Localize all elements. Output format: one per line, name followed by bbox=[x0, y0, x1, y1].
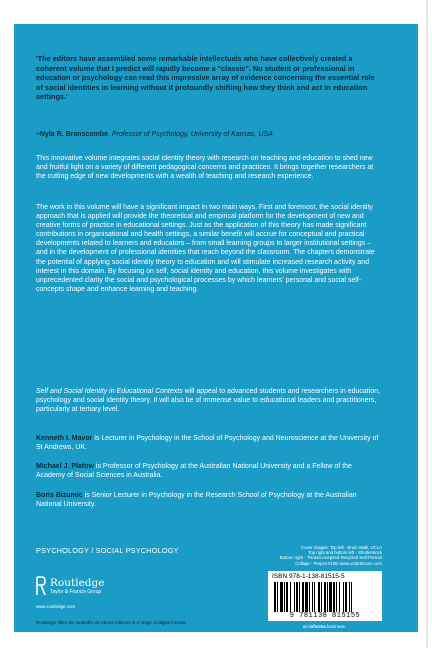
ebook-note: Routledge titles are available as eBook editions in a range of digital formats bbox=[36, 620, 187, 625]
publisher-name: Routledge bbox=[50, 577, 105, 589]
editor-bio-text: is Senior Lecturer in Psychology in the Research School of Psychology at the Australian National University. bbox=[36, 492, 357, 509]
editor-bio bbox=[36, 462, 381, 480]
routledge-r-icon bbox=[36, 576, 46, 596]
description-paragraph-3-text: will appeal to advanced students and researchers in education, psychology and social identity theory. It will also be of immense value to educational leaders and practitioners, particularly at tertiary level. bbox=[36, 388, 380, 414]
editor-name: Boris Bizumic bbox=[36, 492, 83, 499]
barcode-bar bbox=[336, 582, 337, 612]
barcode-bar bbox=[290, 582, 291, 612]
credit-line: Top right and bottom left - Shutterstock bbox=[308, 550, 382, 556]
barcode-bar bbox=[312, 582, 313, 612]
credit-line: Cover images: Top left - Bruin Walk, UCLA bbox=[301, 545, 382, 550]
barcode-bar bbox=[351, 582, 352, 612]
informa-suffix: business bbox=[325, 624, 345, 629]
informa-prefix: an bbox=[303, 624, 310, 629]
editor-name: Kenneth I. Mavor bbox=[36, 435, 93, 442]
endorsement-quote: 'The editors have assembled some remarkable intellectuals who have collectively created a coherent volume that I predict will rapidly become a "classic". No student or professional in education or psychology can read this impressive array of evidence concerning the essential role of social identities in learning without it profoundly shifting how they think and act in education settings.' bbox=[36, 54, 375, 102]
barcode-bar bbox=[327, 582, 328, 612]
subject-category: PSYCHOLOGY / SOCIAL PSYCHOLOGY bbox=[36, 546, 179, 555]
description-paragraph-2: The work in this volume will have a significant impact in two main ways. First and foremost, the social identity approach that is applied will provide the theoretical and empirical platform for the development of new and creative forms of practice in educational settings. Just as the application of this theory has made significant contributions in organisational and health settings, a similar benefit will accrue for conceptual and practical developments related to learners and educators – from small learning groups to larger institutional settings – and in the development of professional identities that reach beyond the classroom. The chapters demonstrate the potential of applying social identity theory to education and will stimulate increased research activity and interest in this domain. By focusing on self, social identity and education, this volume investigates with unprecedented clarity the social and psychological processes by which learners' personal and social self-concepts shape and enhance learning and teaching. bbox=[36, 204, 375, 293]
credit-line: Collage - Project #165' www.umbrtimone.com bbox=[295, 560, 382, 566]
barcode-bar bbox=[305, 582, 308, 612]
barcode-bar bbox=[274, 582, 276, 612]
publisher-website: www.routledge.com bbox=[36, 604, 76, 609]
editor-bio bbox=[36, 491, 381, 509]
endorser-role: , Professor of Psychology, University of Kansas, USA bbox=[107, 131, 273, 138]
barcode-bar bbox=[321, 582, 322, 612]
barcode-bar bbox=[333, 582, 335, 612]
description-paragraph-1: This innovative volume integrates social identity theory with research on teaching and education to shed new and fruitful light on a variety of different pedagogical concerns and practices. It brings together researchers at the cutting edge of new developments with a wealth of teaching and research experience. bbox=[36, 155, 374, 181]
barcode-graphic bbox=[274, 582, 376, 612]
description-paragraph-3 bbox=[36, 387, 381, 414]
barcode-digits: 9 781138 815155 bbox=[289, 612, 361, 620]
barcode-bar bbox=[296, 582, 298, 612]
endorser-name: –Nyla R. Branscombe bbox=[36, 131, 108, 138]
publisher-group: Taylor & Francis Group bbox=[50, 589, 102, 595]
barcode-bar bbox=[329, 582, 332, 612]
book-title: Self and Social Identity in Educational Contexts bbox=[36, 388, 183, 395]
barcode-bar bbox=[286, 582, 288, 612]
cover-credits bbox=[252, 545, 382, 566]
editor-bio bbox=[36, 434, 381, 452]
credit-line: Bottom right - 'Picasso-inspired Recycled Self-Portrait bbox=[279, 555, 382, 561]
barcode-panel bbox=[268, 571, 382, 621]
barcode-bar bbox=[343, 582, 344, 612]
editor-name: Michael J. Platow bbox=[36, 463, 94, 470]
isbn: ISBN 978-1-138-81515-5 bbox=[272, 573, 345, 580]
barcode-bar bbox=[314, 582, 315, 612]
barcode-bar bbox=[280, 582, 283, 612]
barcode-bar bbox=[284, 582, 285, 612]
barcode-bar bbox=[324, 582, 326, 612]
barcode-bar bbox=[339, 582, 340, 612]
informa-brand: informa bbox=[309, 624, 326, 629]
informa-tagline bbox=[303, 624, 345, 629]
publisher-logo bbox=[36, 576, 156, 598]
barcode-bar bbox=[277, 582, 278, 612]
barcode-bar bbox=[349, 582, 350, 612]
barcode-bar bbox=[294, 582, 295, 612]
editor-bio-text: is Professor of Psychology at the Australian National University and a Fellow of the Academy of Social Sciences in Australia. bbox=[36, 463, 352, 480]
barcode-bar bbox=[318, 582, 320, 612]
editor-bio-text: is Lecturer in Psychology in the School of Psychology and Neuroscience at the University of St Andrews, UK. bbox=[36, 435, 379, 452]
barcode-bar bbox=[299, 582, 300, 612]
barcode-bar bbox=[345, 582, 347, 612]
barcode-bar bbox=[302, 582, 304, 612]
barcode-bar bbox=[309, 582, 310, 612]
endorsement-attribution bbox=[36, 130, 381, 139]
